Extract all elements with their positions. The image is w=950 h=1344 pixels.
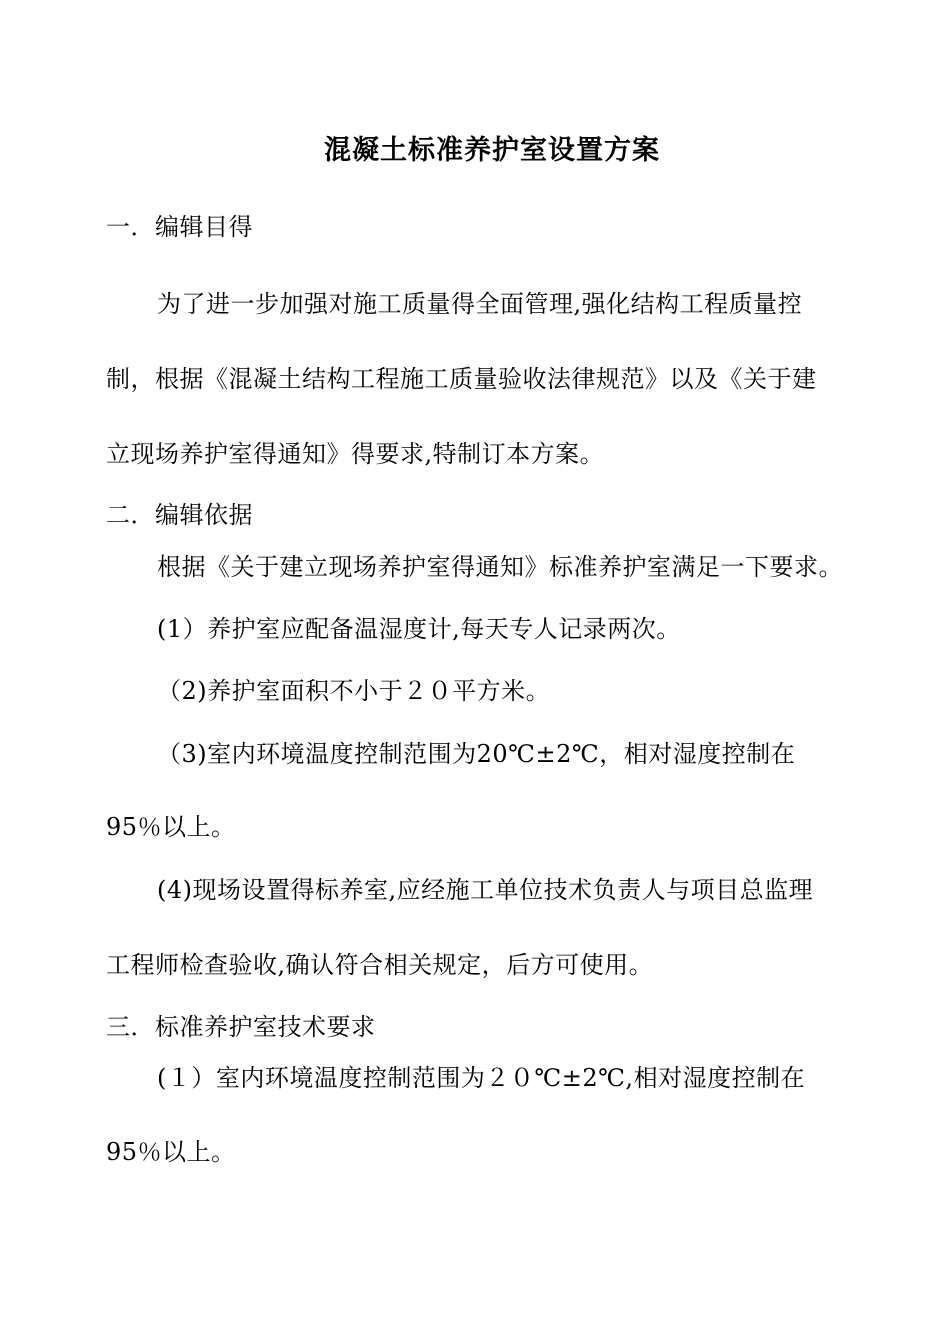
- list-item-continuation: 95％以上。: [106, 1138, 236, 1166]
- list-item: (１）室内环境温度控制范围为２０℃±2℃,相对湿度控制在: [157, 1064, 806, 1092]
- paragraph-line: 制，根据《混凝土结构工程施工质量验收法律规范》以及《关于建: [106, 365, 817, 393]
- list-item: （2)养护室面积不小于２０平方米。: [157, 677, 551, 705]
- list-item-continuation: 工程师检查验收,确认符合相关规定，后方可使用。: [106, 951, 654, 979]
- section-heading-3: 三．标准养护室技术要求: [106, 1013, 376, 1041]
- list-item-continuation: 95％以上。: [106, 813, 236, 841]
- list-item: (1）养护室应配备温湿度计,每天专人记录两次。: [157, 615, 681, 643]
- paragraph-line: 立现场养护室得通知》得要求,特制订本方案。: [106, 440, 605, 468]
- section-heading-2: 二．编辑依据: [106, 501, 253, 529]
- document-title: 混凝土标准养护室设置方案: [324, 135, 660, 166]
- section-heading-1: 一．编辑目得: [106, 213, 253, 241]
- paragraph-line: 为了进一步加强对施工质量得全面管理,强化结构工程质量控: [157, 290, 803, 318]
- paragraph-line: 根据《关于建立现场养护室得通知》标准养护室满足一下要求。: [157, 553, 843, 581]
- list-item: （3)室内环境温度控制范围为20℃±2℃，相对湿度控制在: [157, 740, 796, 768]
- list-item: (4)现场设置得标养室,应经施工单位技术负责人与项目总监理: [157, 876, 814, 904]
